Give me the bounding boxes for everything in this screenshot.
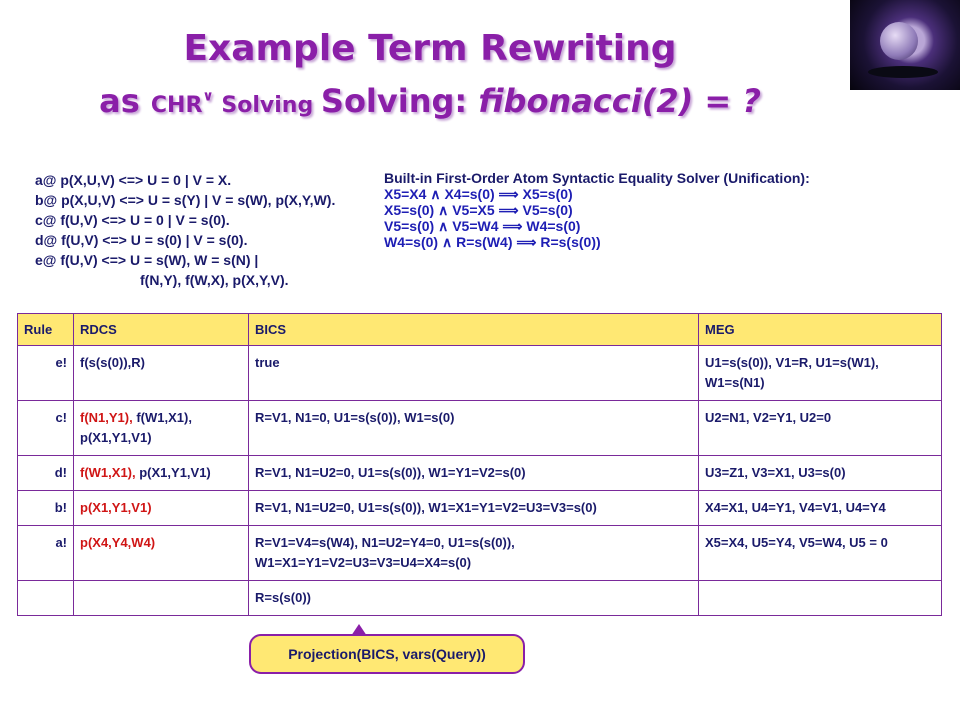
table-row xyxy=(18,526,942,581)
cell-rdcs xyxy=(74,491,249,526)
solver-line: X5=X4 ∧ X4=s(0) ⟹ X5=s(0) xyxy=(384,186,573,202)
cell-rdcs xyxy=(74,346,249,401)
col-header-meg: MEG xyxy=(699,314,942,346)
table-row xyxy=(18,456,942,491)
rdcs-selected: f(W1,X1), xyxy=(80,465,140,480)
callout-text: Projection(BICS, vars(Query)) xyxy=(288,646,486,662)
col-header-bics: BICS xyxy=(249,314,699,346)
rdcs-rest: f(s(s(0)),R) xyxy=(80,355,145,370)
chr-rules-block xyxy=(35,170,335,290)
cell-meg: X4=X1, U4=Y1, V4=V1, U4=Y4 xyxy=(699,491,942,526)
col-header-rdcs: RDCS xyxy=(74,314,249,346)
cell-rule: e! xyxy=(18,346,74,401)
table-row xyxy=(18,491,942,526)
title-query: fibonacci(2) = ? xyxy=(478,82,761,120)
cell-meg: X5=X4, U5=Y4, V5=W4, U5 = 0 xyxy=(699,526,942,581)
equality-solver-block xyxy=(384,170,810,250)
cell-meg xyxy=(699,581,942,616)
solver-line: V5=s(0) ∧ V5=W4 ⟹ W4=s(0) xyxy=(384,218,581,234)
cell-bics: true xyxy=(249,346,699,401)
table-header-row xyxy=(18,314,942,346)
cell-rule: a! xyxy=(18,526,74,581)
rule-line: d@ f(U,V) <=> U = s(0) | V = s(0). xyxy=(35,232,248,248)
title-as: as xyxy=(99,82,151,120)
rdcs-selected: p(X1,Y1,V1) xyxy=(80,500,152,515)
table-row xyxy=(18,346,942,401)
rdcs-rest: p(X1,Y1,V1) xyxy=(139,465,211,480)
callout-pointer xyxy=(351,624,367,636)
rule-line: e@ f(U,V) <=> U = s(W), W = s(N) | xyxy=(35,252,259,268)
cell-rdcs xyxy=(74,581,249,616)
solver-line: X5=s(0) ∧ V5=X5 ⟹ V5=s(0) xyxy=(384,202,573,218)
rdcs-selected: p(X4,Y4,W4) xyxy=(80,535,156,550)
planet-image xyxy=(880,22,918,60)
title-solving-small: Solving xyxy=(213,93,321,118)
rule-line: b@ p(X,U,V) <=> U = s(Y) | V = s(W), p(X,Y,W). xyxy=(35,192,336,208)
cell-rdcs xyxy=(74,526,249,581)
solver-line: W4=s(0) ∧ R=s(W4) ⟹ R=s(s(0)) xyxy=(384,234,601,250)
cell-rule: d! xyxy=(18,456,74,491)
rule-line: f(N,Y), f(W,X), p(X,Y,V). xyxy=(140,272,289,288)
silhouette-image xyxy=(868,66,938,78)
rdcs-rest: f(W1,X1), p(X1,Y1,V1) xyxy=(80,410,192,445)
cell-bics: R=V1=V4=s(W4), N1=U2=Y4=0, U1=s(s(0)), W1=X1=Y1=V2=U3=V3=U4=X4=s(0) xyxy=(249,526,699,581)
cell-bics: R=V1, N1=0, U1=s(s(0)), W1=s(0) xyxy=(249,401,699,456)
slide-title-line1: Example Term Rewriting xyxy=(183,28,677,69)
cell-meg: U2=N1, V2=Y1, U2=0 xyxy=(699,401,942,456)
rdcs-selected: f(N1,Y1), xyxy=(80,410,137,425)
title-chr: CHR xyxy=(150,93,203,118)
cell-rdcs xyxy=(74,456,249,491)
cell-bics: R=V1, N1=U2=0, U1=s(s(0)), W1=X1=Y1=V2=U3=V3=s(0) xyxy=(249,491,699,526)
derivation-table xyxy=(17,313,942,616)
decorative-space-image xyxy=(850,0,960,90)
solver-heading: Built-in First-Order Atom Syntactic Equality Solver (Unification): xyxy=(384,170,810,186)
cell-bics: R=s(s(0)) xyxy=(249,581,699,616)
cell-bics: R=V1, N1=U2=0, U1=s(s(0)), W1=Y1=V2=s(0) xyxy=(249,456,699,491)
col-header-rule: Rule xyxy=(18,314,74,346)
title-solving: Solving: xyxy=(320,82,479,120)
rule-line: c@ f(U,V) <=> U = 0 | V = s(0). xyxy=(35,212,230,228)
cell-rule xyxy=(18,581,74,616)
rule-line: a@ p(X,U,V) <=> U = 0 | V = X. xyxy=(35,172,232,188)
table-row xyxy=(18,401,942,456)
cell-rule: c! xyxy=(18,401,74,456)
cell-meg: U3=Z1, V3=X1, U3=s(0) xyxy=(699,456,942,491)
cell-rdcs xyxy=(74,401,249,456)
title-chr-sup: ∨ xyxy=(202,88,214,105)
table-row xyxy=(18,581,942,616)
slide-title-line2 xyxy=(0,82,860,120)
cell-rule: b! xyxy=(18,491,74,526)
cell-meg: U1=s(s(0)), V1=R, U1=s(W1), W1=s(N1) xyxy=(699,346,942,401)
projection-callout xyxy=(249,634,525,674)
